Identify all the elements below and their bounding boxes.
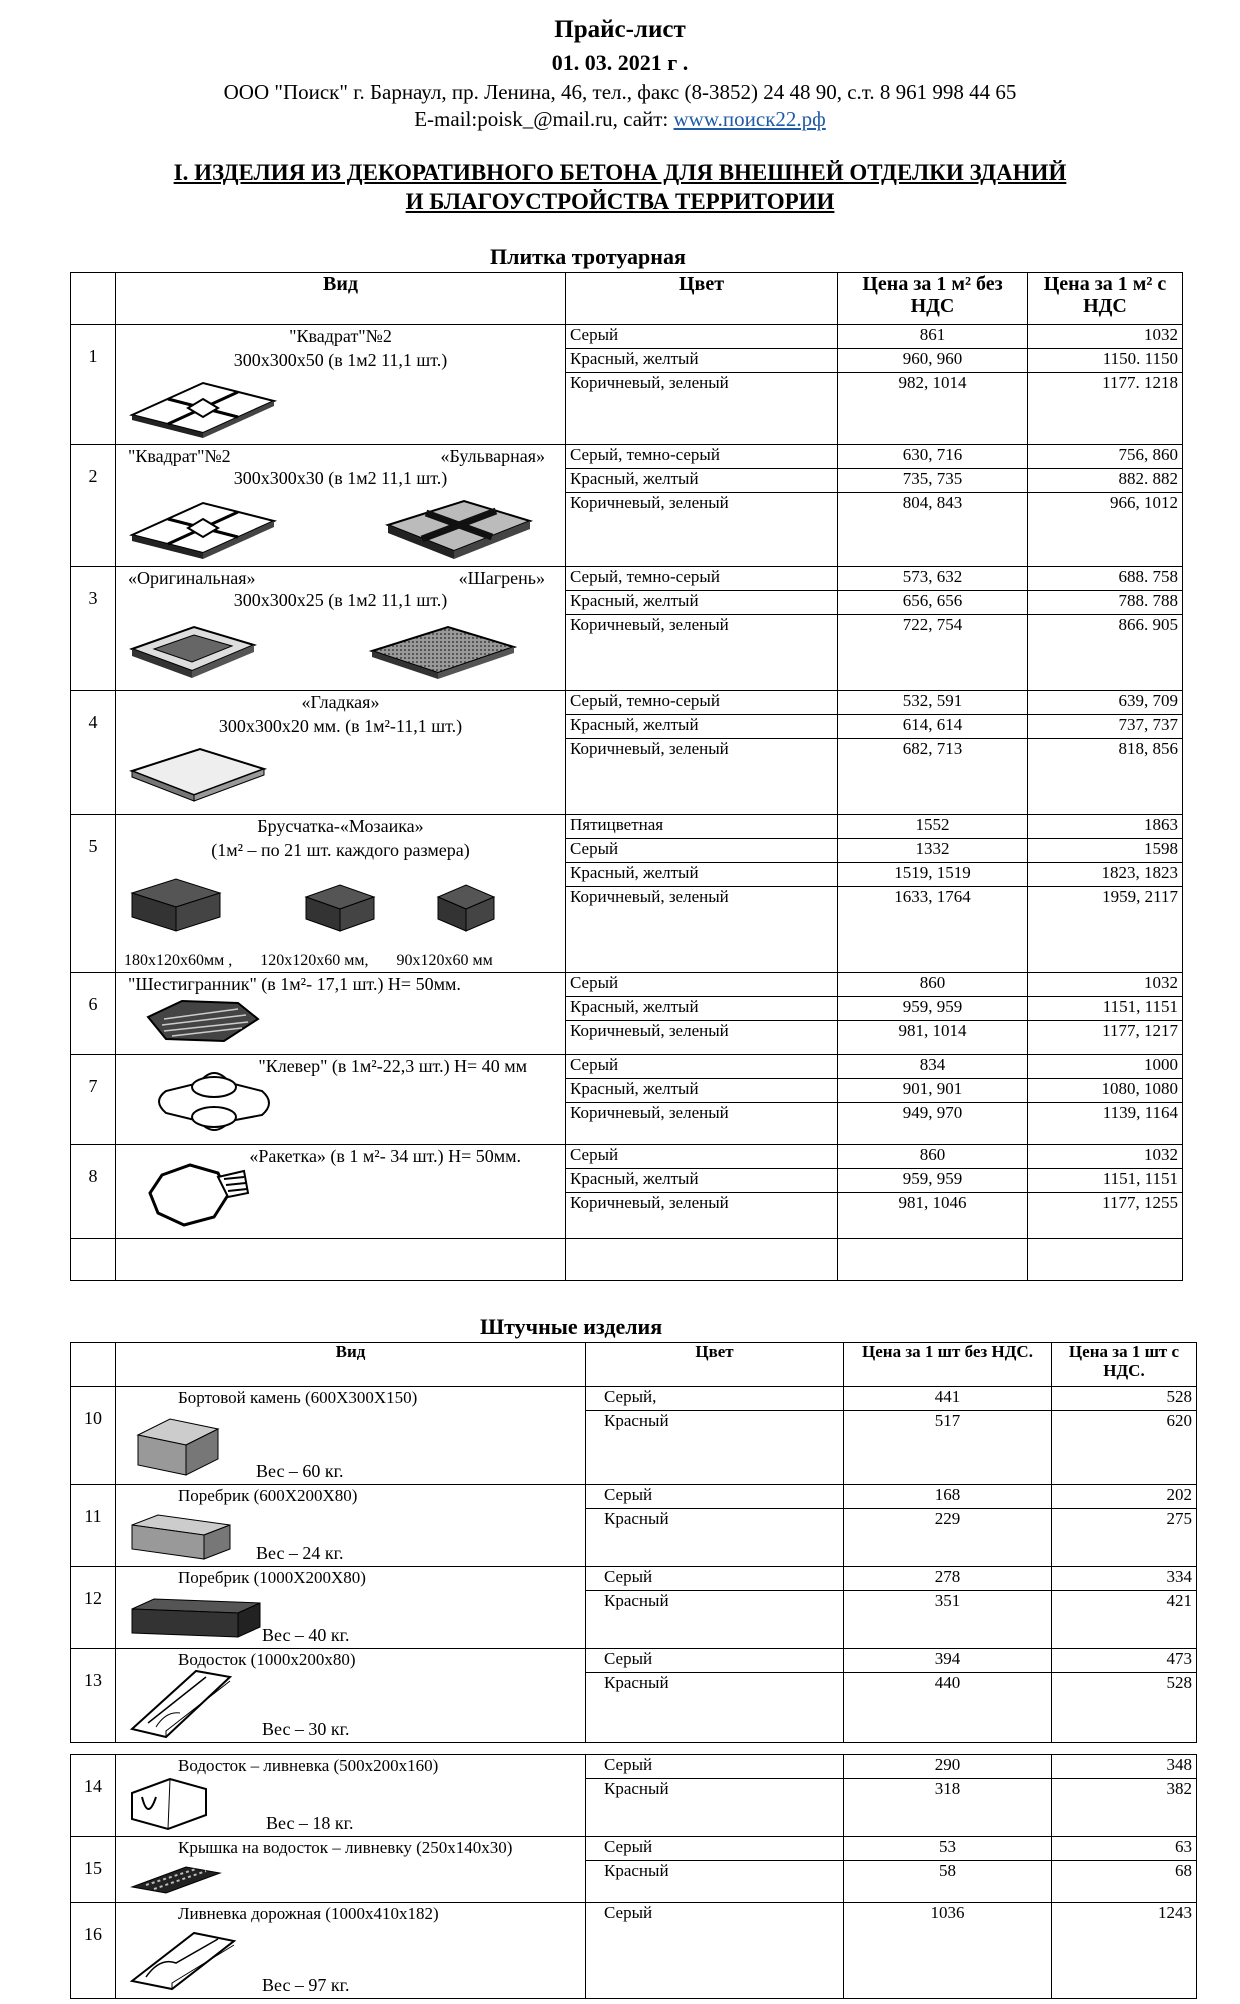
- price-value: 528: [1052, 1387, 1196, 1411]
- price-value: 528: [1166, 1673, 1192, 1692]
- color-value: Красный, желтый: [566, 1169, 837, 1193]
- row-number: 16: [71, 1903, 116, 1999]
- color-value: Серый: [566, 1145, 837, 1169]
- price-value: 63: [1052, 1837, 1196, 1861]
- color-cell: [586, 1755, 844, 1837]
- price-value: 966, 1012: [1110, 493, 1178, 512]
- price-value: 168: [844, 1485, 1051, 1509]
- price-value: 620: [1166, 1411, 1192, 1430]
- row-number: 5: [71, 815, 116, 973]
- price-value: 861: [838, 325, 1027, 349]
- product-title-right: «Шагрень»: [458, 568, 545, 588]
- price-vat-cell: [1052, 1903, 1197, 1999]
- price-value: 1032: [1028, 973, 1182, 997]
- row-number: 8: [71, 1145, 116, 1239]
- empty-row: [71, 1239, 1183, 1281]
- price-value: 1139, 1164: [1102, 1103, 1178, 1122]
- product-cell: [116, 1485, 586, 1567]
- color-cell: [586, 1567, 844, 1649]
- originalnaya-tile-image: [128, 621, 258, 681]
- table-header-row: [71, 273, 1183, 325]
- price-vat-cell: [1028, 815, 1183, 973]
- color-value: Красный: [604, 1779, 669, 1798]
- price-no-vat-cell: [838, 1145, 1028, 1239]
- paver-size: 180х120х60мм ,: [124, 952, 233, 970]
- product-cell: [116, 815, 566, 973]
- table-header-row: [71, 1343, 1197, 1387]
- paver-size: 120х120х60 мм,: [260, 952, 369, 970]
- price-value: 58: [939, 1861, 956, 1880]
- price-value: 614, 614: [838, 715, 1027, 739]
- weight: Вес – 60 кг.: [256, 1461, 344, 1482]
- product-title: Брусчатка-«Мозаика»: [257, 816, 424, 836]
- price-vat-cell: [1028, 1145, 1183, 1239]
- price-value: 278: [844, 1567, 1051, 1591]
- color-value: Красный, желтый: [566, 469, 837, 493]
- product-title: Ливневка дорожная (1000х410х182): [178, 1904, 439, 1923]
- product-size: 300х300х25 (в 1м2 11,1 шт.): [233, 589, 448, 610]
- price-value: 1000: [1028, 1055, 1182, 1079]
- price-vat-cell: [1028, 325, 1183, 445]
- color-value: Красный, желтый: [566, 1079, 837, 1103]
- product-title: "Шестигранник" (в 1м²- 17,1 шт.) Н= 50мм.: [128, 974, 461, 994]
- product-cell: [116, 325, 566, 445]
- price-value: 441: [844, 1387, 1051, 1411]
- color-cell: [566, 1055, 838, 1145]
- row-number: 6: [71, 973, 116, 1055]
- color-value: Коричневый, зеленый: [570, 887, 729, 906]
- price-vat-cell: [1052, 1485, 1197, 1567]
- color-cell: [566, 815, 838, 973]
- price-value: 53: [844, 1837, 1051, 1861]
- price-value: 756, 860: [1028, 445, 1182, 469]
- price-value: 1243: [1158, 1903, 1192, 1922]
- table-row: [71, 567, 1183, 691]
- product-title-left: «Оригинальная»: [128, 568, 256, 588]
- color-value: Красный, желтый: [566, 591, 837, 615]
- col-color: Цвет: [586, 1343, 844, 1387]
- col-price-no-vat: Цена за 1 шт без НДС.: [844, 1343, 1052, 1387]
- table-row: [71, 691, 1183, 815]
- color-value: Коричневый, зеленый: [570, 493, 729, 512]
- color-cell: [566, 1145, 838, 1239]
- price-value: 1177, 1217: [1102, 1021, 1178, 1040]
- product-cell: [116, 1567, 586, 1649]
- product-size: (1м² – по 21 шт. каждого размера): [211, 839, 470, 860]
- price-no-vat-cell: [838, 1055, 1028, 1145]
- product-size: 300х300х30 (в 1м2 11,1 шт.): [233, 467, 448, 488]
- product-cell: [116, 973, 566, 1055]
- tile-price-table: [70, 272, 1183, 1281]
- color-cell: [566, 325, 838, 445]
- price-value: 882. 882: [1028, 469, 1182, 493]
- price-no-vat-cell: [844, 1387, 1052, 1485]
- paver-sizes: [124, 952, 493, 970]
- price-value: 834: [838, 1055, 1027, 1079]
- price-value: 1032: [1028, 1145, 1182, 1169]
- row-number: 15: [71, 1837, 116, 1903]
- product-title: Поребрик (1000Х200Х80): [178, 1568, 366, 1587]
- price-value: 1519, 1519: [838, 863, 1027, 887]
- color-value: Красный, желтый: [566, 997, 837, 1021]
- price-no-vat-cell: [838, 445, 1028, 567]
- table-row: [71, 445, 1183, 567]
- color-cell: [586, 1837, 844, 1903]
- color-cell: [566, 445, 838, 567]
- price-value: 473: [1052, 1649, 1196, 1673]
- price-value: 1177. 1218: [1102, 373, 1178, 392]
- shestigrannik-tile-image: [142, 995, 262, 1051]
- porebrik-long-image: [126, 1591, 266, 1643]
- color-value: Серый: [586, 1837, 843, 1861]
- price-value: 275: [1166, 1509, 1192, 1528]
- shagren-tile-image: [368, 621, 518, 683]
- product-title: «Гладкая»: [301, 692, 380, 712]
- price-vat-cell: [1028, 445, 1183, 567]
- price-value: 960, 960: [838, 349, 1027, 373]
- table-row: [71, 1649, 1197, 1743]
- weight: Вес – 40 кг.: [262, 1625, 350, 1646]
- price-no-vat-cell: [844, 1903, 1052, 1999]
- price-value: 334: [1052, 1567, 1196, 1591]
- color-value: Серый: [566, 973, 837, 997]
- price-value: 818, 856: [1118, 739, 1178, 758]
- color-value: Серый: [566, 839, 837, 863]
- section-heading-line1: I. ИЗДЕЛИЯ ИЗ ДЕКОРАТИВНОГО БЕТОНА ДЛЯ ВНЕШНЕЙ ОТДЕЛКИ ЗДАНИЙ: [173, 160, 1067, 185]
- product-cell: [116, 1755, 586, 1837]
- tile-table-caption: Плитка тротуарная: [490, 244, 686, 269]
- color-cell: [566, 973, 838, 1055]
- product-cell: [116, 1903, 586, 1999]
- price-value: 735, 735: [838, 469, 1027, 493]
- product-title-left: "Квадрат"№2: [128, 446, 231, 466]
- product-title: "Клевер" (в 1м²-22,3 шт.) Н= 40 мм: [258, 1056, 527, 1076]
- table-row: [71, 325, 1183, 445]
- price-no-vat-cell: [844, 1649, 1052, 1743]
- price-no-vat-cell: [838, 691, 1028, 815]
- price-value: 630, 716: [838, 445, 1027, 469]
- table-row: [71, 1837, 1197, 1903]
- livnevka-dorozhnaya-image: [126, 1927, 246, 1995]
- price-value: 1863: [1028, 815, 1182, 839]
- price-no-vat-cell: [844, 1837, 1052, 1903]
- col-vid: Вид: [116, 273, 566, 325]
- price-value: 1032: [1028, 325, 1182, 349]
- price-value: 901, 901: [838, 1079, 1027, 1103]
- product-cell: [116, 691, 566, 815]
- product-title: «Ракетка» (в 1 м²- 34 шт.) Н= 50мм.: [249, 1146, 521, 1166]
- weight: Вес – 97 кг.: [262, 1975, 350, 1996]
- price-no-vat-cell: [838, 325, 1028, 445]
- gladkaya-tile-image: [128, 743, 268, 807]
- price-value: 682, 713: [902, 739, 963, 758]
- color-value: Серый: [586, 1755, 843, 1779]
- row-number: 4: [71, 691, 116, 815]
- price-vat-cell: [1028, 691, 1183, 815]
- color-value: Красный, желтый: [566, 863, 837, 887]
- row-number: 2: [71, 445, 116, 567]
- price-value: 1080, 1080: [1028, 1079, 1182, 1103]
- table-row: [71, 1903, 1197, 1999]
- color-value: Серый, темно-серый: [566, 567, 837, 591]
- price-value: 1332: [838, 839, 1027, 863]
- row-number: 7: [71, 1055, 116, 1145]
- price-no-vat-cell: [844, 1567, 1052, 1649]
- color-value: Пятицветная: [566, 815, 837, 839]
- color-cell: [566, 567, 838, 691]
- product-cell: [116, 1387, 586, 1485]
- col-color: Цвет: [566, 273, 838, 325]
- color-value: Серый: [604, 1903, 653, 1922]
- color-value: Серый, темно-серый: [566, 445, 837, 469]
- color-cell: [586, 1485, 844, 1567]
- table-row: [71, 973, 1183, 1055]
- table-gap: [71, 1743, 1197, 1755]
- price-vat-cell: [1028, 1055, 1183, 1145]
- price-value: 1552: [838, 815, 1027, 839]
- product-size: 300х300х20 мм. (в 1м²-11,1 шт.): [218, 715, 463, 736]
- color-value: Красный: [604, 1509, 669, 1528]
- color-value: Красный, желтый: [566, 349, 837, 373]
- price-vat-cell: [1052, 1387, 1197, 1485]
- price-value: 1823, 1823: [1028, 863, 1182, 887]
- price-value: 1150. 1150: [1028, 349, 1182, 373]
- table-row: [71, 1055, 1183, 1145]
- price-no-vat-cell: [838, 815, 1028, 973]
- price-vat-cell: [1052, 1755, 1197, 1837]
- price-value: 737, 737: [1028, 715, 1182, 739]
- col-price-no-vat: Цена за 1 м² без НДС: [838, 273, 1028, 325]
- product-title-right: «Бульварная»: [440, 446, 545, 466]
- price-value: 382: [1166, 1779, 1192, 1798]
- kryshka-image: [126, 1861, 226, 1899]
- price-value: 394: [844, 1649, 1051, 1673]
- site-link[interactable]: www.поиск22.рф: [673, 107, 826, 131]
- price-value: 68: [1175, 1861, 1192, 1880]
- price-value: 959, 959: [838, 1169, 1027, 1193]
- section-heading-line2: И БЛАГОУСТРОЙСТВА ТЕРРИТОРИИ: [405, 189, 835, 214]
- product-title: Поребрик (600Х200Х80): [178, 1486, 358, 1505]
- table-row: [71, 1485, 1197, 1567]
- price-value: 1036: [930, 1903, 965, 1922]
- price-value: 229: [934, 1509, 961, 1528]
- col-price-vat: Цена за 1 шт с НДС.: [1052, 1343, 1197, 1387]
- paver-small-image: [432, 881, 502, 937]
- piece-table-caption: Штучные изделия: [480, 1314, 663, 1339]
- price-value: 532, 591: [838, 691, 1027, 715]
- row-number: 13: [71, 1649, 116, 1743]
- price-no-vat-cell: [838, 973, 1028, 1055]
- color-cell: [566, 691, 838, 815]
- table-row: [71, 1567, 1197, 1649]
- product-title: Водосток – ливневка (500х200х160): [178, 1756, 439, 1775]
- paver-size: 90х120х60 мм: [396, 952, 493, 970]
- weight: Вес – 30 кг.: [262, 1719, 350, 1740]
- color-value: Коричневый, зеленый: [570, 1193, 729, 1212]
- product-title: "Квадрат"№2: [289, 326, 392, 346]
- color-value: Красный: [604, 1673, 669, 1692]
- kvadrat-tile-image: [128, 495, 278, 563]
- price-value: 860: [838, 973, 1027, 997]
- price-value: 202: [1052, 1485, 1196, 1509]
- price-value: 949, 970: [902, 1103, 963, 1122]
- price-value: 318: [934, 1779, 961, 1798]
- color-value: Красный: [604, 1861, 669, 1880]
- vodostok-livnevka-image: [126, 1775, 226, 1833]
- color-value: Коричневый, зеленый: [570, 1103, 729, 1122]
- product-cell: [116, 445, 566, 567]
- color-value: Коричневый, зеленый: [570, 615, 729, 634]
- raketka-tile-image: [144, 1159, 264, 1237]
- contact-line: [0, 107, 1240, 132]
- product-cell: [116, 1649, 586, 1743]
- email-text: E-mail:poisk_@mail.ru, сайт:: [414, 107, 674, 131]
- color-value: Серый,: [586, 1387, 843, 1411]
- price-no-vat-cell: [844, 1485, 1052, 1567]
- doc-date: 01. 03. 2021 г .: [551, 50, 689, 75]
- org-info: ООО "Поиск" г. Барнаул, пр. Ленина, 46, тел., факс (8-3852) 24 48 90, с.т. 8 961 998 44 65: [223, 80, 1017, 104]
- price-value: 866. 905: [1118, 615, 1178, 634]
- table-row: [71, 1755, 1197, 1837]
- doc-title: Прайс-лист: [554, 16, 686, 43]
- price-value: 860: [838, 1145, 1027, 1169]
- color-value: Красный: [604, 1411, 669, 1430]
- table-row: [71, 815, 1183, 973]
- col-price-vat: Цена за 1 м² с НДС: [1028, 273, 1183, 325]
- color-value: Серый: [586, 1485, 843, 1509]
- price-no-vat-cell: [838, 567, 1028, 691]
- weight: Вес – 18 кг.: [266, 1813, 354, 1834]
- product-cell: [116, 1055, 566, 1145]
- color-value: Серый: [566, 1055, 837, 1079]
- product-size: 300х300х50 (в 1м2 11,1 шт.): [233, 349, 448, 370]
- color-value: Коричневый, зеленый: [570, 1021, 729, 1040]
- price-value: 959, 959: [838, 997, 1027, 1021]
- price-vat-cell: [1028, 567, 1183, 691]
- product-cell: [116, 1145, 566, 1239]
- bortovoy-kamen-image: [130, 1405, 226, 1479]
- price-value: 982, 1014: [898, 373, 967, 392]
- price-vat-cell: [1028, 973, 1183, 1055]
- price-value: 290: [844, 1755, 1051, 1779]
- price-value: 1598: [1028, 839, 1182, 863]
- price-value: 1959, 2117: [1102, 887, 1178, 906]
- price-value: 421: [1166, 1591, 1192, 1610]
- vodostok-image: [126, 1667, 236, 1741]
- weight: Вес – 24 кг.: [256, 1543, 344, 1564]
- color-value: Коричневый, зеленый: [570, 739, 729, 758]
- color-cell: [586, 1903, 844, 1999]
- color-value: Красный, желтый: [566, 715, 837, 739]
- col-vid: Вид: [116, 1343, 586, 1387]
- piece-price-table: [70, 1342, 1197, 1999]
- table-row: [71, 1145, 1183, 1239]
- paver-large-image: [126, 875, 226, 935]
- price-no-vat-cell: [844, 1755, 1052, 1837]
- price-value: 688. 758: [1028, 567, 1182, 591]
- price-vat-cell: [1052, 1649, 1197, 1743]
- product-title: Бортовой камень (600Х300Х150): [178, 1388, 418, 1407]
- price-value: 1151, 1151: [1028, 997, 1182, 1021]
- row-number: 1: [71, 325, 116, 445]
- product-cell: [116, 1837, 586, 1903]
- price-value: 788. 788: [1028, 591, 1182, 615]
- row-number: 12: [71, 1567, 116, 1649]
- price-value: 722, 754: [902, 615, 963, 634]
- price-vat-cell: [1052, 1837, 1197, 1903]
- price-vat-cell: [1052, 1567, 1197, 1649]
- row-number: 10: [71, 1387, 116, 1485]
- price-value: 656, 656: [838, 591, 1027, 615]
- color-value: Серый: [586, 1567, 843, 1591]
- product-cell: [116, 567, 566, 691]
- color-value: Серый, темно-серый: [566, 691, 837, 715]
- row-number: 14: [71, 1755, 116, 1837]
- price-value: 517: [934, 1411, 961, 1430]
- color-cell: [586, 1649, 844, 1743]
- klever-tile-image: [144, 1061, 284, 1141]
- price-value: 1151, 1151: [1028, 1169, 1182, 1193]
- product-title: Водосток (1000х200х80): [178, 1650, 356, 1669]
- price-value: 981, 1046: [898, 1193, 967, 1212]
- bulvarnaya-tile-image: [384, 495, 534, 563]
- price-value: 573, 632: [838, 567, 1027, 591]
- price-value: 1177, 1255: [1102, 1193, 1178, 1212]
- price-value: 1633, 1764: [894, 887, 971, 906]
- row-number: 3: [71, 567, 116, 691]
- table-row: [71, 1387, 1197, 1485]
- paver-medium-image: [300, 881, 380, 937]
- kvadrat-tile-image: [128, 377, 278, 439]
- row-number: 11: [71, 1485, 116, 1567]
- color-value: Серый: [566, 325, 837, 349]
- price-value: 348: [1052, 1755, 1196, 1779]
- color-value: Красный: [604, 1591, 669, 1610]
- porebrik-image: [126, 1511, 236, 1563]
- price-value: 804, 843: [902, 493, 963, 512]
- price-value: 351: [934, 1591, 961, 1610]
- product-title: Крышка на водосток – ливневку (250х140х30): [178, 1838, 513, 1857]
- color-cell: [586, 1387, 844, 1485]
- price-value: 639, 709: [1028, 691, 1182, 715]
- price-value: 981, 1014: [898, 1021, 967, 1040]
- price-value: 440: [934, 1673, 961, 1692]
- color-value: Серый: [586, 1649, 843, 1673]
- color-value: Коричневый, зеленый: [570, 373, 729, 392]
